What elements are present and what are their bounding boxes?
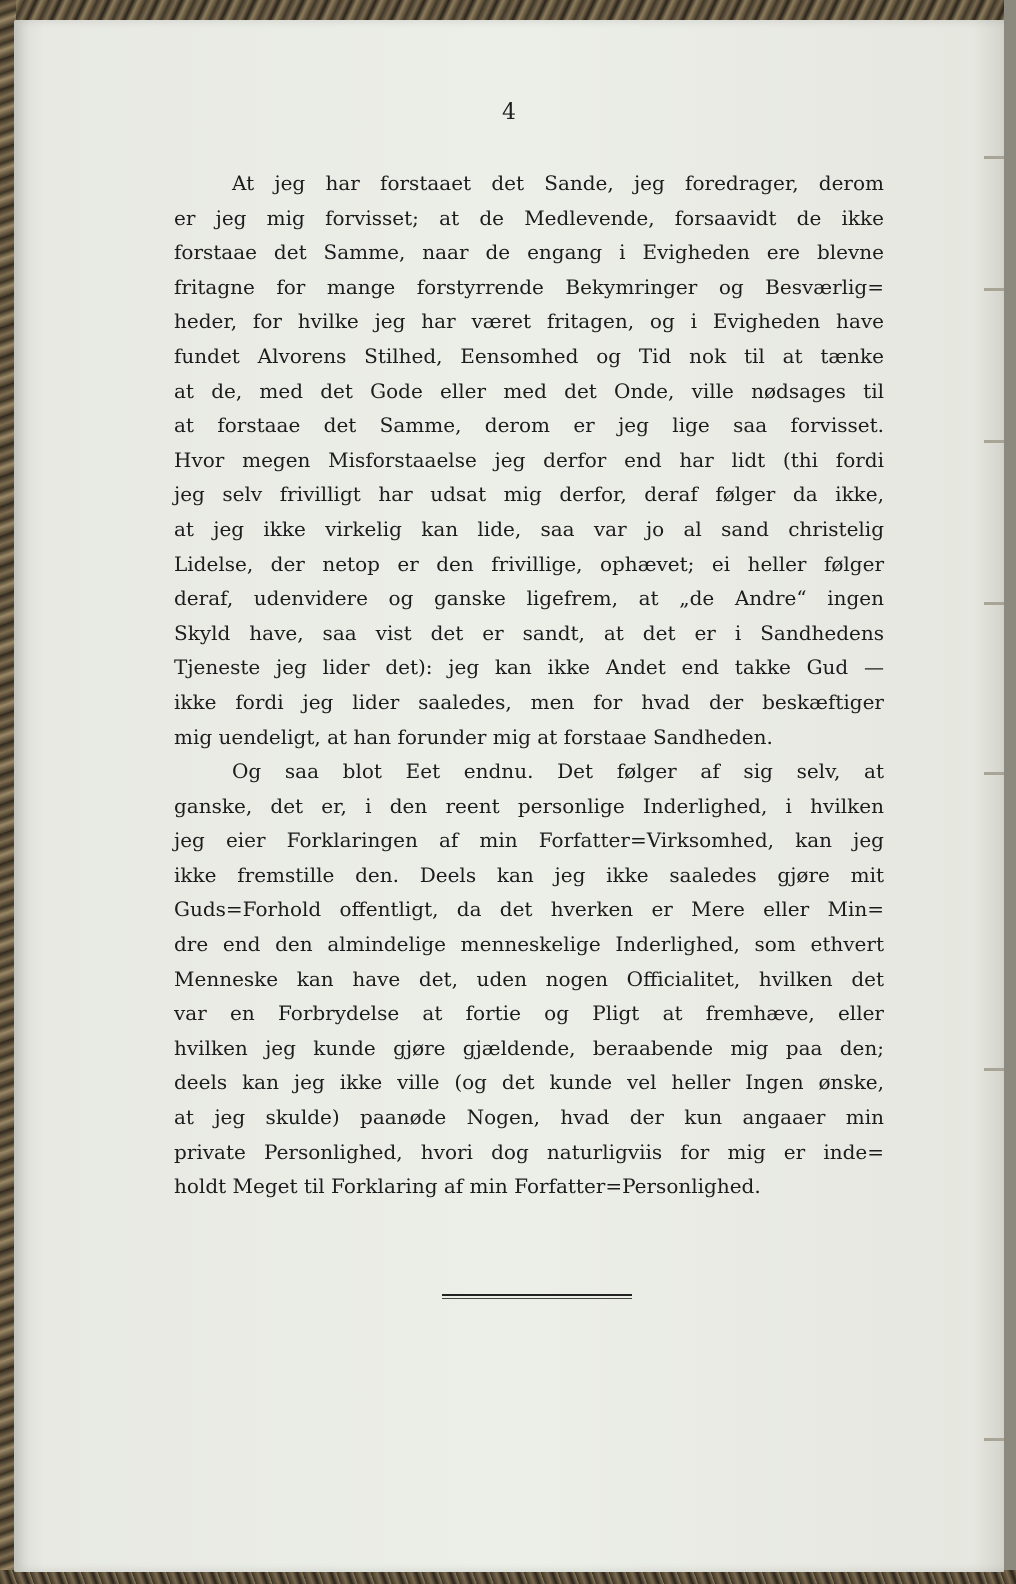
text-line: at jeg ikke virkelig kan lide, saa var jo al sand christelig <box>174 516 884 541</box>
text-line: Tjeneste jeg lider det): jeg kan ikke Andet end takke Gud — <box>174 655 884 680</box>
text-line: at jeg skulde) paanøde Nogen, hvad der kun angaaer min <box>174 1105 884 1130</box>
text-line: at de, med det Gode eller med det Onde, ville nødsages til <box>174 378 884 403</box>
text-line: heder, for hvilke jeg har været fritagen, og i Evigheden have <box>174 309 884 334</box>
text-line: jeg selv frivilligt har udsat mig derfor, deraf følger da ikke, <box>174 482 884 507</box>
text-line: dre end den almindelige menneskelige Inderlighed, som ethvert <box>174 932 884 957</box>
text-line: Skyld have, saa vist det er sandt, at det er i Sandhedens <box>174 620 884 645</box>
text-line: mig uendeligt, at han forunder mig at forstaae Sandheden. <box>174 724 773 749</box>
paragraph-2 <box>174 754 884 1204</box>
binding-stitch <box>984 772 1004 775</box>
marbled-cover-top <box>0 0 1016 22</box>
binding-stitch <box>984 1068 1004 1071</box>
text-line: private Personlighed, hvori dog naturligviis for mig er inde= <box>174 1139 884 1164</box>
text-line: hvilken jeg kunde gjøre gjældende, beraabende mig paa den; <box>174 1035 884 1060</box>
text-line: Menneske kan have det, uden nogen Officialitet, hvilken det <box>174 966 884 991</box>
text-line: Og saa blot Eet endnu. Det følger af sig selv, at <box>232 759 884 784</box>
text-line: ganske, det er, i den reent personlige Inderlighed, i hvilken <box>174 793 884 818</box>
marbled-cover-bottom <box>0 1570 1016 1584</box>
binding-stitch <box>984 156 1004 159</box>
text-line: fritagne for mange forstyrrende Bekymringer og Besværlig= <box>174 274 884 299</box>
binding-stitch <box>984 288 1004 291</box>
text-line: holdt Meget til Forklaring af min Forfatter=Personlighed. <box>174 1174 761 1199</box>
text-line: fundet Alvorens Stilhed, Eensomhed og Tid nok til at tænke <box>174 343 884 368</box>
binding-stitch <box>984 602 1004 605</box>
binding-stitch <box>984 440 1004 443</box>
page-edge-right <box>1004 0 1016 1584</box>
text-line: jeg eier Forklaringen af min Forfatter=Virksomhed, kan jeg <box>174 828 884 853</box>
text-line: Hvor megen Misforstaaelse jeg derfor end har lidt (thi fordi <box>174 447 884 472</box>
closing-rule <box>442 1294 632 1299</box>
text-line: ikke fremstille den. Deels kan jeg ikke saaledes gjøre mit <box>174 862 884 887</box>
text-line: var en Forbrydelse at fortie og Pligt at fremhæve, eller <box>174 1001 884 1026</box>
text-line: Guds=Forhold offentligt, da det hverken er Mere eller Min= <box>174 897 884 922</box>
text-line: Lidelse, der netop er den frivillige, ophævet; ei heller følger <box>174 551 884 576</box>
text-body <box>174 166 884 1204</box>
text-line: deraf, udenvidere og ganske ligefrem, at „de Andre“ ingen <box>174 586 884 611</box>
binding-stitch <box>984 1438 1004 1441</box>
text-line: deels kan jeg ikke ville (og det kunde vel heller Ingen ønske, <box>174 1070 884 1095</box>
text-line: at forstaae det Samme, derom er jeg lige saa forvisset. <box>174 413 884 438</box>
book-page <box>14 20 1004 1572</box>
page-number: 4 <box>502 100 516 125</box>
text-line: er jeg mig forvisset; at de Medlevende, forsaavidt de ikke <box>174 205 884 230</box>
text-line: forstaae det Samme, naar de engang i Evigheden ere blevne <box>174 240 884 265</box>
text-line: At jeg har forstaaet det Sande, jeg foredrager, derom <box>232 171 884 195</box>
paragraph-1 <box>174 166 884 754</box>
text-line: ikke fordi jeg lider saaledes, men for hvad der beskæftiger <box>174 689 884 714</box>
